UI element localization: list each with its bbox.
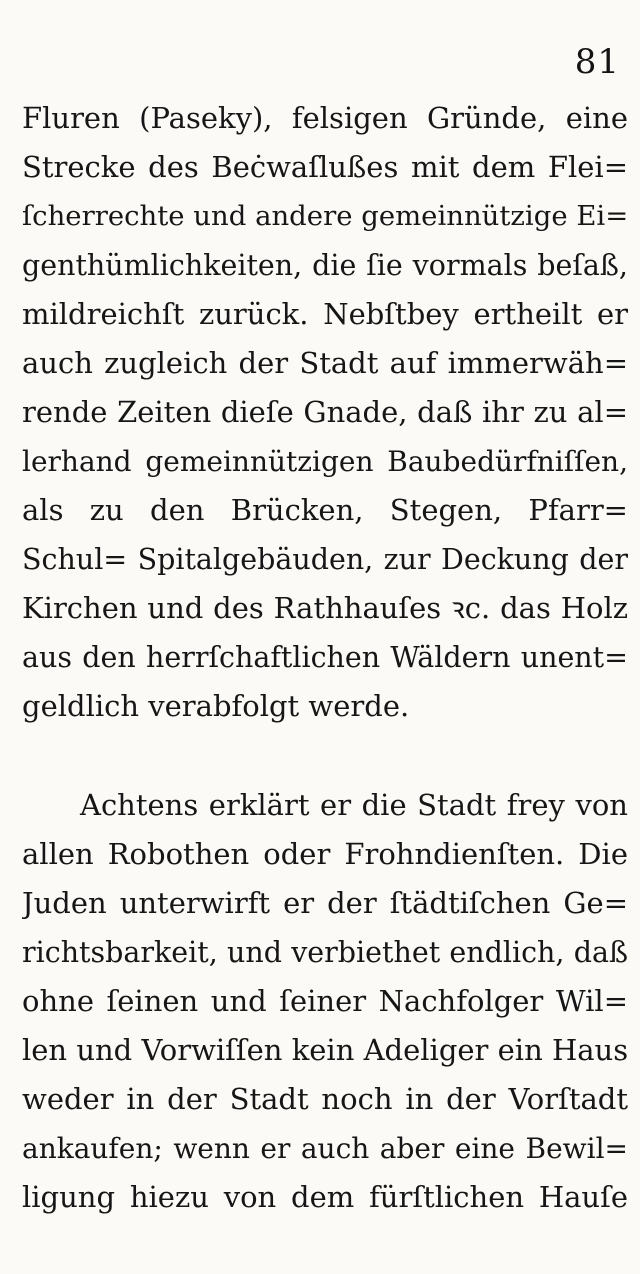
text-line: ankaufen; wenn er auch aber eine Bewil= bbox=[22, 1132, 628, 1165]
text-line: Kirchen und des Rathhauſes ꝛc. das Holz bbox=[22, 591, 628, 625]
text-line: aus den herrſchaftlichen Wäldern unent= bbox=[22, 641, 628, 674]
text-line: weder in der Stadt noch in der Vorſtadt bbox=[22, 1082, 628, 1116]
text-line: ſcherrechte und andere gemeinnützige Ei= bbox=[22, 200, 628, 232]
text-line: geldlich verabfolgt werde. bbox=[22, 689, 410, 723]
text-line: Fluren (Paseky), felsigen Gründe, eine bbox=[22, 101, 628, 135]
text-line: auch zugleich der Stadt auf immerwäh= bbox=[22, 346, 628, 380]
text-line: lerhand gemeinnützigen Baubedürfniſſen, bbox=[22, 445, 628, 478]
text-line: Achtens erklärt er die Stadt frey von bbox=[80, 788, 628, 822]
text-line: allen Robothen oder Frohndienſten. Die bbox=[22, 837, 628, 871]
text-line: genthümlichkeiten, die ſie vormals beſaß, bbox=[22, 249, 628, 282]
text-line: ligung hiezu von dem fürſtlichen Hauſe bbox=[22, 1180, 628, 1214]
paragraph-2 bbox=[22, 781, 628, 1222]
text-line: mildreichſt zurück. Nebſtbey ertheilt er bbox=[22, 297, 628, 331]
text-line: Juden unterwirft er der ſtädtiſchen Ge= bbox=[22, 886, 628, 920]
text-line: richtsbarkeit, und verbiethet endlich, daß bbox=[22, 936, 628, 969]
text-line: als zu den Brücken, Stegen, Pfarr= bbox=[22, 493, 628, 527]
paragraph-1 bbox=[22, 94, 628, 731]
text-line: Schul= Spitalgebäuden, zur Deckung der bbox=[22, 543, 628, 576]
text-line: Strecke des Beċwaſlußes mit dem Flei= bbox=[22, 150, 628, 184]
text-line: len und Vorwiſſen kein Adeliger ein Haus bbox=[22, 1033, 628, 1067]
text-line: ohne ſeinen und ſeiner Nachfolger Wil= bbox=[22, 984, 628, 1018]
text-line: rende Zeiten dieſe Gnade, daß ihr zu al= bbox=[22, 395, 628, 429]
page-number: 81 bbox=[574, 42, 620, 82]
